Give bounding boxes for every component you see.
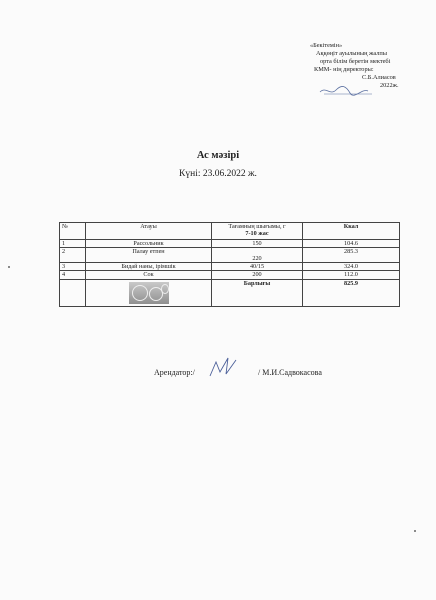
scan-speck: [414, 530, 416, 532]
header-amount-label: Тағамның шығымы, г: [228, 223, 286, 230]
cell-empty: [60, 279, 86, 306]
menu-date: Күні: 23.06.2022 ж.: [179, 169, 257, 179]
header-no: №: [60, 223, 86, 240]
cell-kcal: 324.0: [303, 263, 400, 271]
tenant-label: Арендатор:/: [154, 368, 195, 377]
table-row: [60, 263, 400, 271]
cell-name: Бидай наны, ірімшік: [86, 263, 212, 271]
cell-name: Сок: [86, 271, 212, 279]
total-value: 825.9: [303, 279, 400, 306]
cell-no: 3: [60, 263, 86, 271]
table-row: [60, 271, 400, 279]
menu-table: [59, 222, 400, 307]
approval-line: КММ- нің директоры:: [314, 66, 374, 74]
cell-kcal: 104.6: [303, 240, 400, 248]
scan-speck: [8, 266, 10, 268]
approval-year: 2022ж.: [380, 82, 399, 90]
page-title: Ас мәзірі: [196, 150, 240, 161]
director-signature-icon: [318, 84, 378, 98]
cell-kcal: 285.3: [303, 248, 400, 263]
cell-name: Палау етпен: [86, 248, 212, 263]
meal-photo-cell: [86, 279, 212, 306]
approval-line: Аққөңіт ауылының жалпы: [316, 50, 387, 58]
cell-kcal: 112.0: [303, 271, 400, 279]
table-header-row: [60, 223, 400, 240]
director-name: С.Б.Алиасов: [362, 74, 396, 82]
signature-icon: [206, 354, 246, 380]
cell-no: 2: [60, 248, 86, 263]
approval-line: орта білім беретін мектебі: [320, 58, 391, 66]
meal-photo-icon: [129, 282, 169, 304]
table-row: [60, 240, 400, 248]
cell-amount: 220: [212, 248, 303, 263]
cell-no: 1: [60, 240, 86, 248]
header-name: Атауы: [86, 223, 212, 240]
cell-no: 4: [60, 271, 86, 279]
tenant-name: / М.И.Садвокасова: [258, 368, 322, 377]
approval-line: «Бекітемін»: [310, 42, 343, 49]
header-amount: [212, 223, 303, 240]
table-total-row: [60, 279, 400, 306]
cell-amount: 200: [212, 271, 303, 279]
cell-amount: 40/15: [212, 263, 303, 271]
header-kcal: Ккал: [303, 223, 400, 240]
total-label: Барлығы: [212, 279, 303, 306]
table-row: [60, 248, 400, 263]
cell-name: Рассольник: [86, 240, 212, 248]
cell-amount: 150: [212, 240, 303, 248]
header-age: 7-10 жас: [245, 230, 269, 238]
